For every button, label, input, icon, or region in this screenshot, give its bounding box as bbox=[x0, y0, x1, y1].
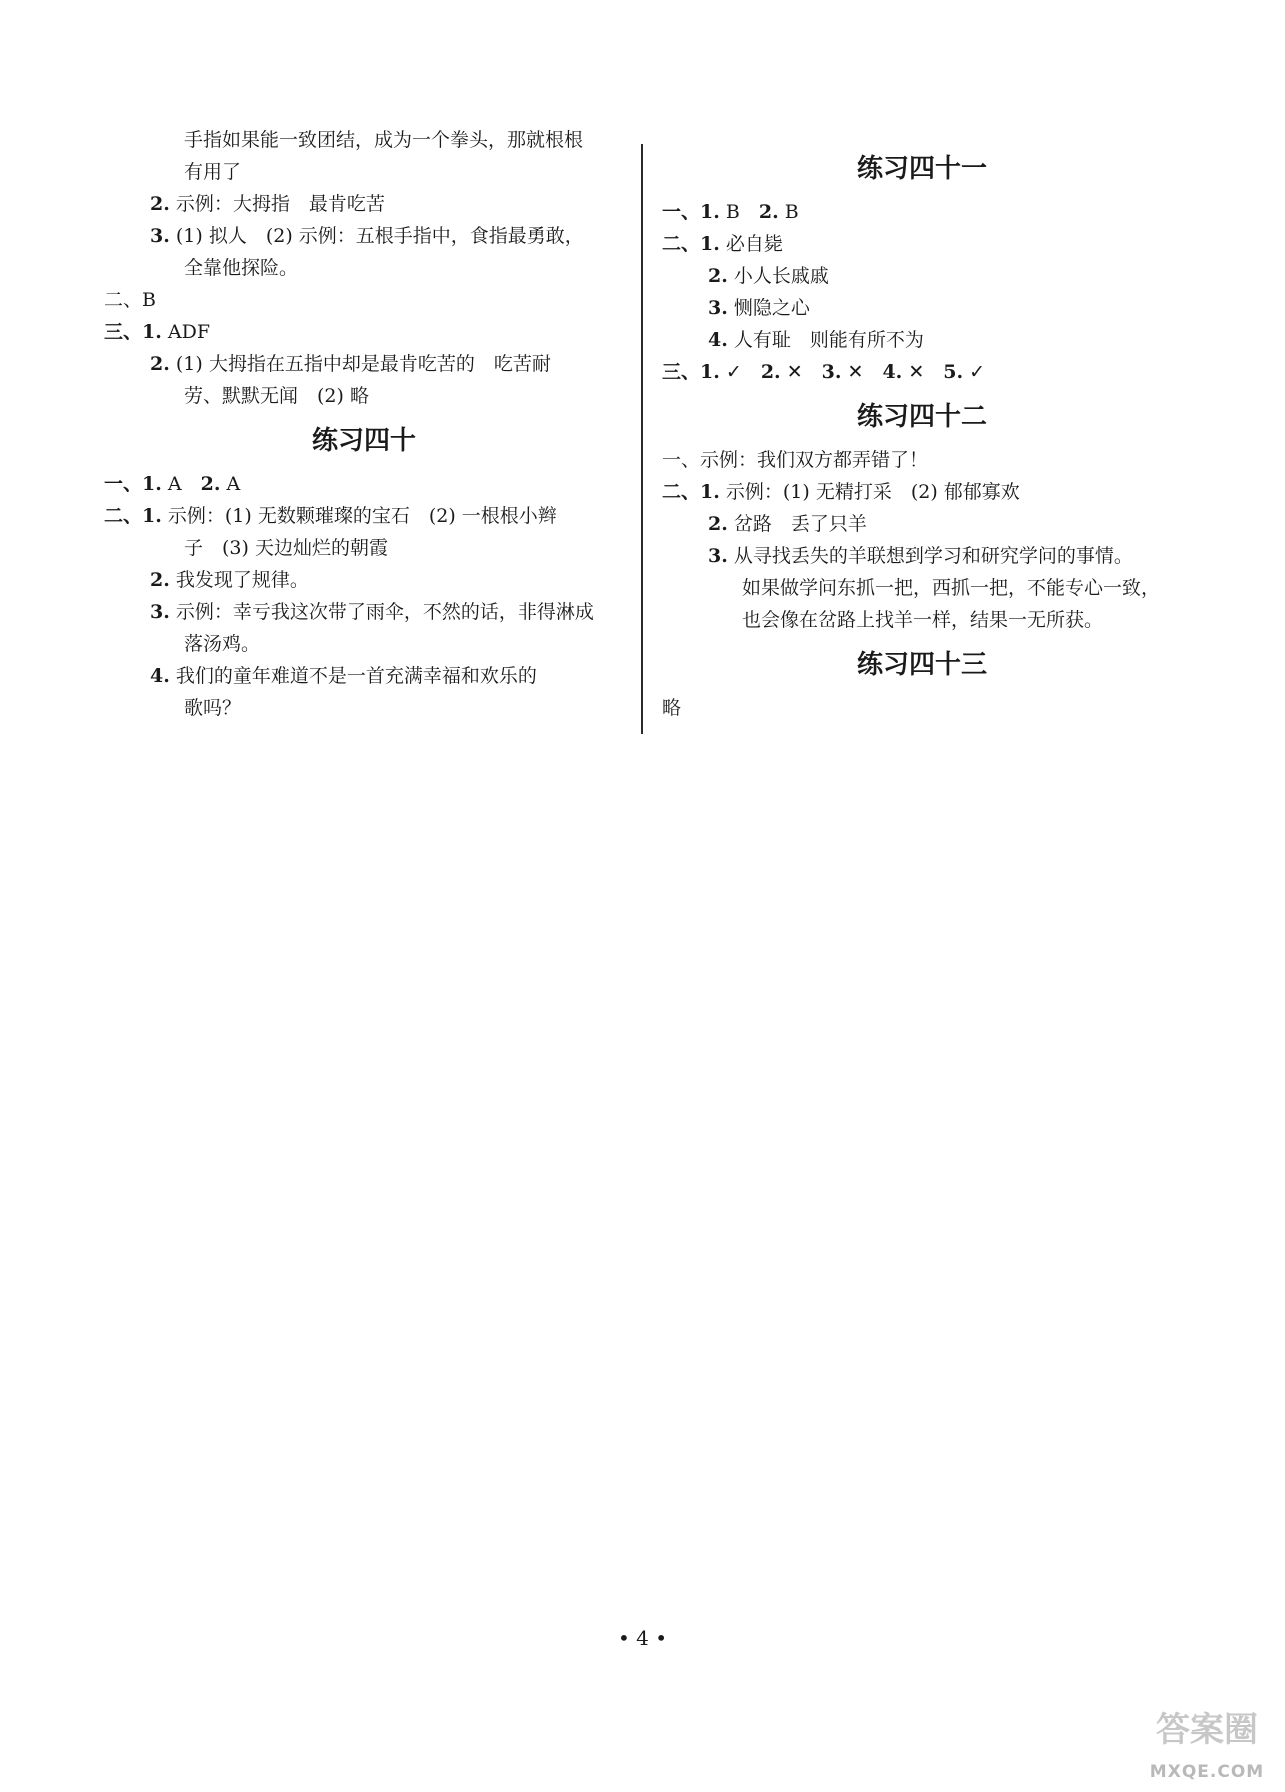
answer-line: 二、1. 示例：(1) 无精打采 (2) 郁郁寡欢 bbox=[662, 481, 1020, 503]
answer-line: 2. 我发现了规律。 bbox=[150, 569, 309, 591]
answer-line: 歌吗？ bbox=[184, 697, 242, 719]
section-heading: 练习四十一 bbox=[856, 154, 987, 184]
answer-line: 二、B bbox=[104, 289, 156, 311]
answer-line: 劳、默默无闻 (2) 略 bbox=[184, 385, 369, 407]
answer-line: 3. 恻隐之心 bbox=[708, 297, 810, 319]
watermark-logo-mark: 答案圈 bbox=[1156, 1710, 1258, 1750]
answer-line: 4. 人有耻 则能有所不为 bbox=[708, 329, 924, 351]
column-divider bbox=[641, 144, 643, 734]
answer-line: 3. (1) 拟人 (2) 示例：五根手指中，食指最勇敢， bbox=[150, 225, 584, 247]
answer-line: 三、1. ✓ 2. ✕ 3. ✕ 4. ✕ 5. ✓ bbox=[662, 361, 986, 383]
answer-line: 如果做学问东抓一把，西抓一把，不能专心一致， bbox=[742, 577, 1161, 599]
answer-line: 二、1. 必自毙 bbox=[662, 233, 783, 255]
section-heading: 练习四十二 bbox=[856, 402, 987, 432]
answer-line: 一、1. B 2. B bbox=[662, 201, 799, 223]
answer-line: 全靠他探险。 bbox=[184, 257, 299, 279]
section-heading: 练习四十 bbox=[311, 426, 416, 456]
answer-line: 2. (1) 大拇指在五指中却是最肯吃苦的 吃苦耐 bbox=[150, 353, 551, 375]
answer-line: 有用了 bbox=[184, 161, 242, 183]
answer-line: 3. 从寻找丢失的羊联想到学习和研究学问的事情。 bbox=[708, 545, 1133, 567]
watermark-url: MXQE.COM bbox=[1149, 1762, 1265, 1782]
answer-line: 子 (3) 天边灿烂的朝霞 bbox=[184, 537, 388, 559]
answer-line: 一、示例：我们双方都弄错了！ bbox=[662, 449, 929, 471]
page-number: • 4 • bbox=[617, 1626, 668, 1650]
answer-line: 4. 我们的童年难道不是一首充满幸福和欢乐的 bbox=[150, 665, 537, 687]
answer-line: 一、1. A 2. A bbox=[104, 473, 241, 495]
right-column bbox=[662, 124, 1182, 724]
section-heading: 练习四十三 bbox=[856, 650, 987, 680]
answer-line: 2. 示例：大拇指 最肯吃苦 bbox=[150, 193, 385, 215]
answer-line: 2. 小人长戚戚 bbox=[708, 265, 829, 287]
answer-line: 也会像在岔路上找羊一样，结果一无所获。 bbox=[742, 609, 1104, 631]
answer-line: 3. 示例：幸亏我这次带了雨伞，不然的话，非得淋成 bbox=[150, 601, 594, 623]
answer-line: 略 bbox=[662, 697, 682, 719]
answer-line: 落汤鸡。 bbox=[184, 633, 261, 655]
answer-line: 2. 岔路 丢了只羊 bbox=[708, 513, 867, 535]
watermark-logo bbox=[1143, 1708, 1271, 1782]
answer-line: 二、1. 示例：(1) 无数颗璀璨的宝石 (2) 一根根小辫 bbox=[104, 505, 557, 527]
answer-line: 手指如果能一致团结，成为一个拳头，那就根根 bbox=[184, 129, 584, 151]
answer-line: 三、1. ADF bbox=[104, 321, 211, 343]
left-column bbox=[104, 124, 624, 724]
